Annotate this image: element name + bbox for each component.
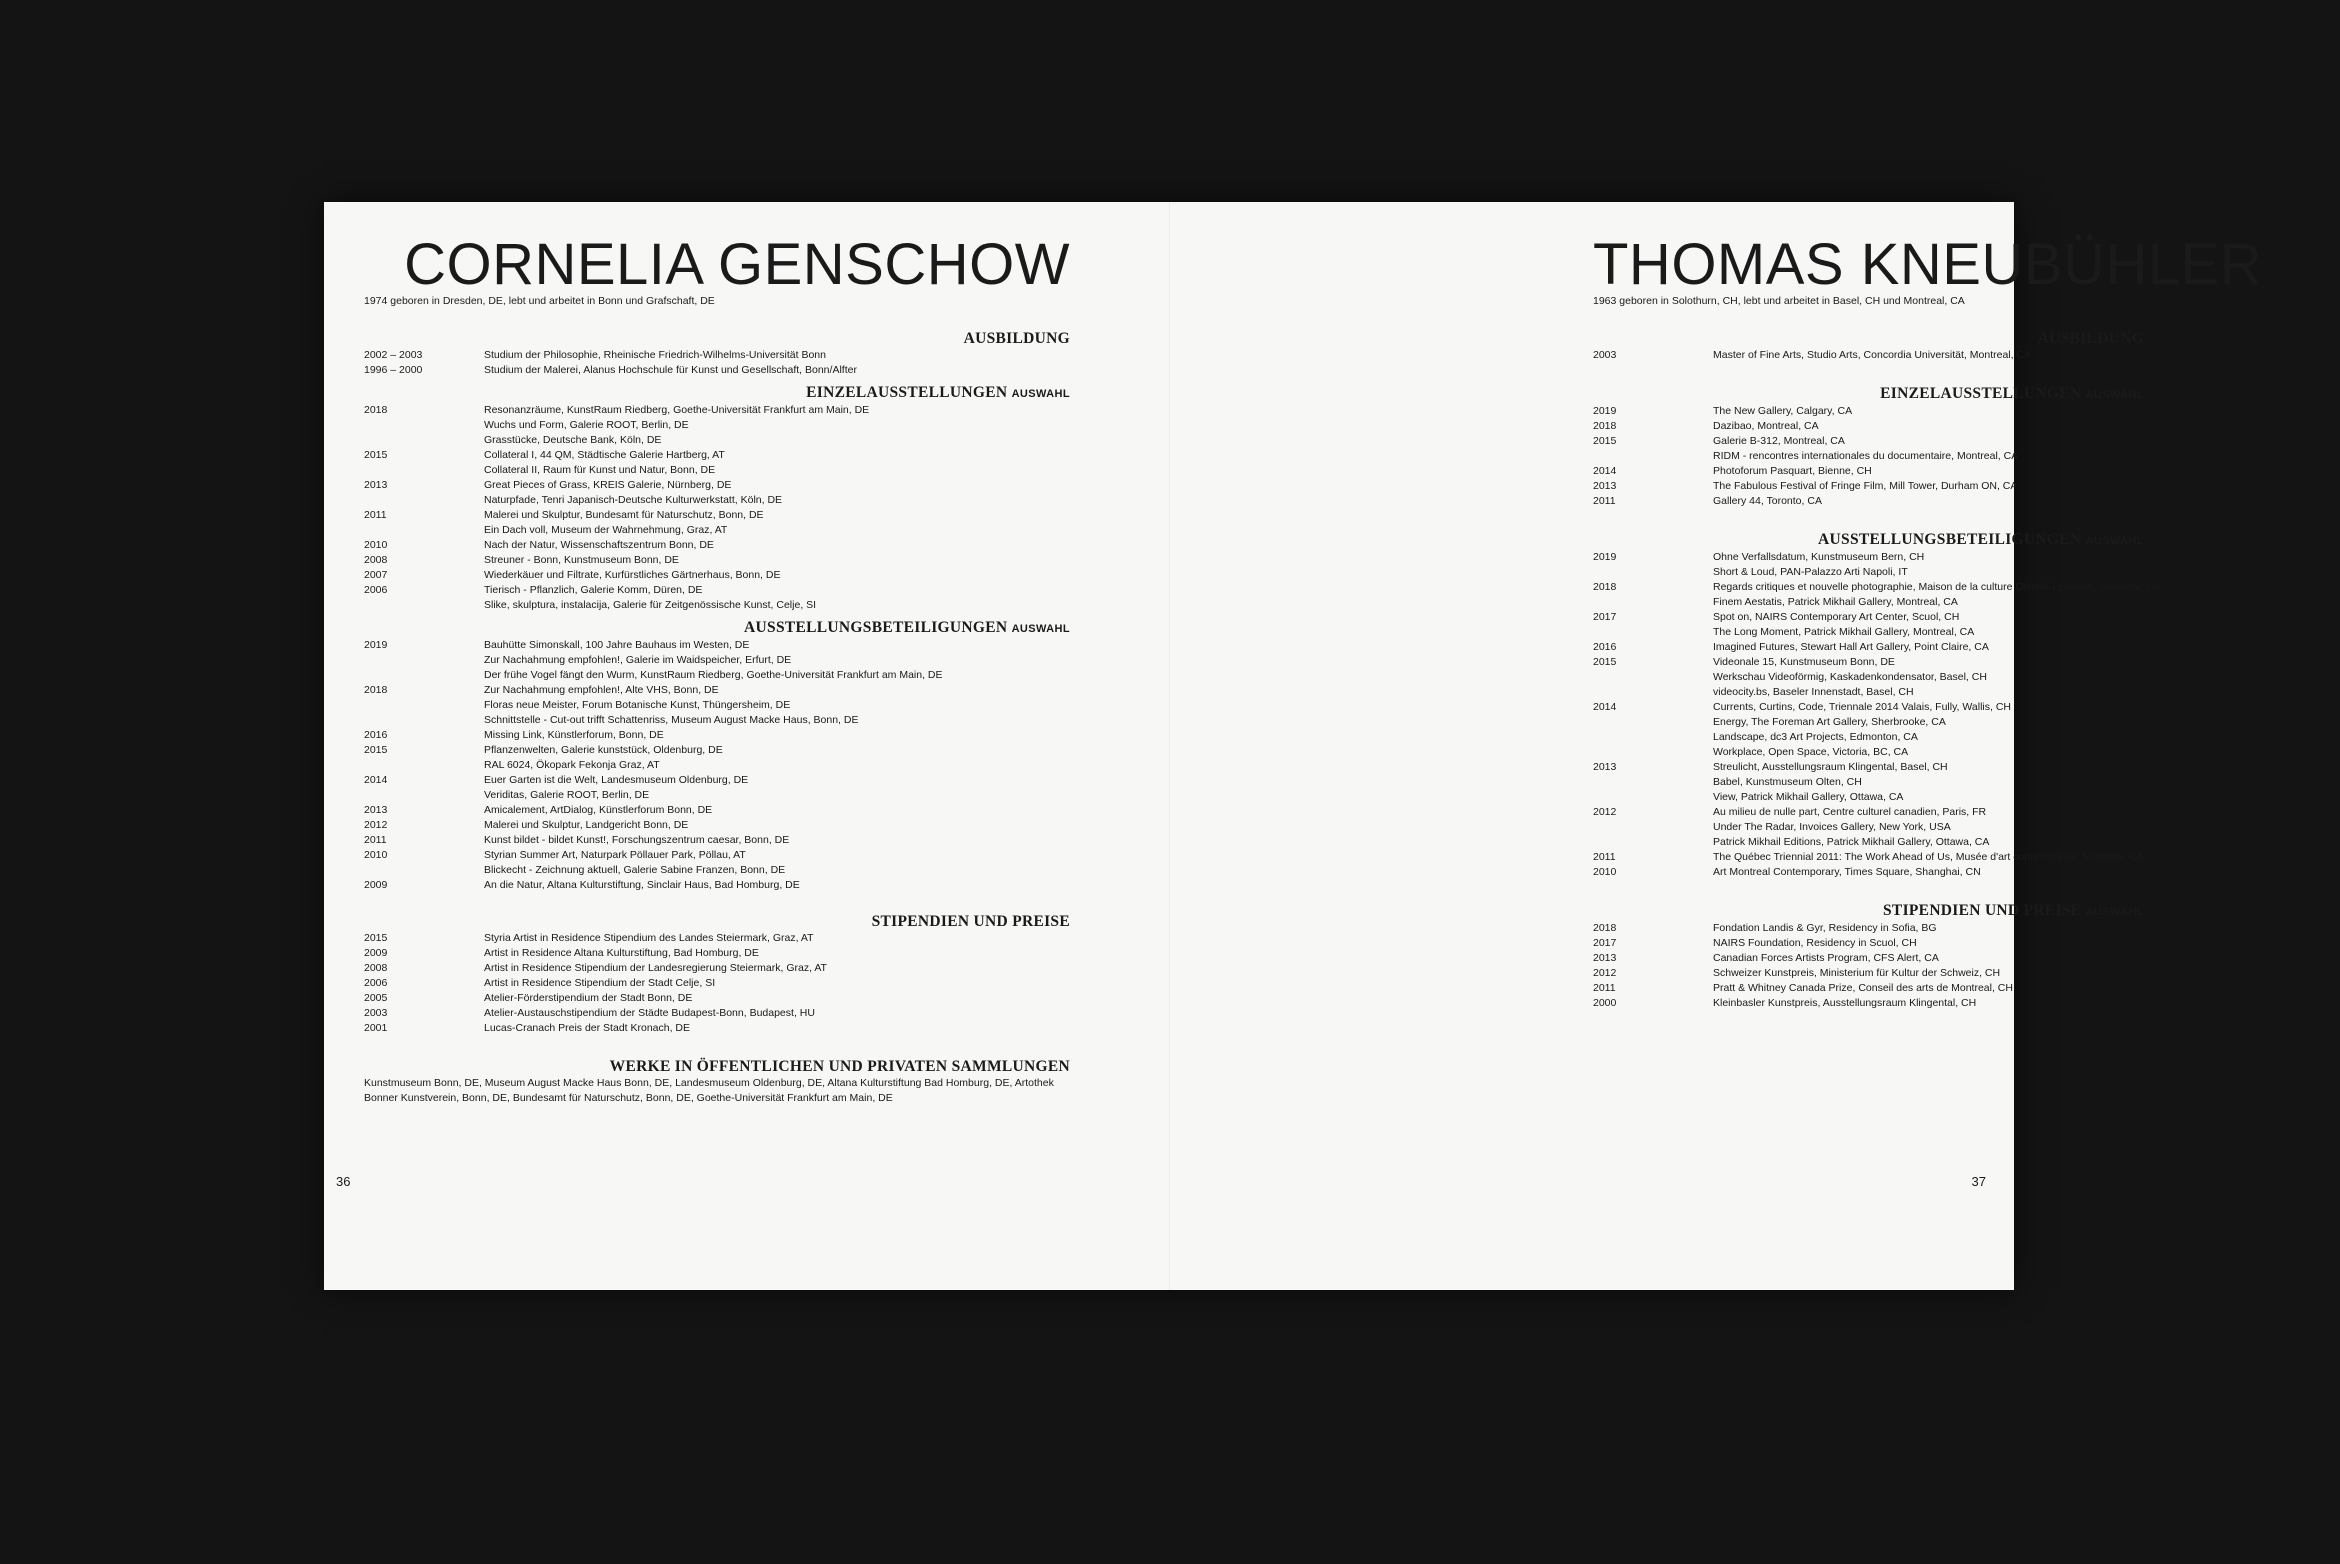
entry-text: Malerei und Skulptur, Bundesamt für Naturschutz, Bonn, DE [484,509,764,521]
cv-entry [1593,479,2144,494]
entry-year [364,758,484,773]
cv-entry [364,463,1070,478]
cv-entry [364,976,1070,991]
cv-entry [364,773,1070,788]
entry-list [1593,348,2144,363]
cv-entry [1593,730,2144,745]
entry-year: 2015 [364,932,388,944]
section-heading [364,913,1070,931]
entry-text: The Fabulous Festival of Fringe Film, Mill Tower, Durham ON, CA [1713,480,2018,492]
cv-entry [1593,494,2144,509]
entry-year [364,493,484,508]
cv-entry [1593,670,2144,685]
entry-year: 2012 [1593,967,1617,979]
cv-section [364,384,1070,613]
cv-entry [1593,715,2144,730]
cv-entry [1593,981,2144,996]
entry-year: 2013 [364,804,388,816]
entry-text: Styria Artist in Residence Stipendium des Landes Steiermark, Graz, AT [484,932,814,944]
entry-text: Tierisch - Pflanzlich, Galerie Komm, Düren, DE [484,584,703,596]
entry-year: 2003 [1593,349,1617,361]
cv-entry [1593,565,2144,580]
entry-text: Spot on, NAIRS Contemporary Art Center, Scuol, CH [1713,611,1960,623]
entry-year [364,418,484,433]
cv-entry [1593,595,2144,610]
cv-entry [364,653,1070,668]
entry-year: 2011 [1593,495,1616,507]
cv-entry [1593,850,2144,865]
entry-year: 2012 [364,819,388,831]
cv-entry [1593,434,2144,449]
entry-text: Styrian Summer Art, Naturpark Pöllauer Park, Pöllau, AT [484,849,746,861]
section-subtitle: AUSWAHL [2085,389,2144,401]
cv-entry [1593,805,2144,820]
entry-text: Galerie B-312, Montreal, CA [1713,435,1845,447]
cv-section [364,330,1070,378]
catalogue-spread [324,202,2263,1290]
entry-text: Fondation Landis & Gyr, Residency in Sofia, BG [1713,922,1937,934]
cv-section [1593,385,2144,509]
cv-sections [1593,330,2161,1011]
entry-year: 2014 [1593,465,1617,477]
right-page [1169,202,2263,1290]
entry-year: 2009 [364,879,388,891]
cv-entry [364,1006,1070,1021]
entry-year [364,523,484,538]
cv-entry [1593,449,2144,464]
entry-year: 2008 [364,554,388,566]
cv-entry [364,683,1070,698]
entry-year: 2011 [364,834,387,846]
entry-text: An die Natur, Altana Kulturstiftung, Sinclair Haus, Bad Homburg, DE [484,879,800,891]
entry-year: 2011 [1593,982,1616,994]
cv-entry [364,493,1070,508]
entry-year [1593,595,1713,610]
cv-entry [1593,760,2144,775]
entry-text: Collateral II, Raum für Kunst und Natur, Bonn, DE [484,464,716,476]
entry-text: Gallery 44, Toronto, CA [1713,495,1822,507]
entry-text: Lucas-Cranach Preis der Stadt Kronach, DE [484,1022,691,1034]
entry-year: 2006 [364,977,388,989]
entry-year: 2006 [364,584,388,596]
entry-year [364,433,484,448]
artist-intro: 1974 geboren in Dresden, DE, lebt und arbeitet in Bonn und Grafschaft, DE [364,295,715,307]
right-page-content [1593,232,2263,1011]
entry-year: 2013 [1593,761,1617,773]
entry-text: Photoforum Pasquart, Bienne, CH [1713,465,1872,477]
entry-year [1593,685,1713,700]
entry-year [1593,745,1713,760]
entry-text: Au milieu de nulle part, Centre culturel canadien, Paris, FR [1713,806,1987,818]
entry-year [364,713,484,728]
entry-year: 2013 [364,479,388,491]
section-title: WERKE IN ÖFFENTLICHEN UND PRIVATEN SAMMLUNGEN [609,1058,1070,1075]
entry-year: 2018 [364,684,388,696]
section-title: AUSSTELLUNGSBETEILIGUNGEN [1818,531,2082,548]
entry-text: Landscape, dc3 Art Projects, Edmonton, CA [1713,731,1918,743]
cv-entry [1593,835,2144,850]
entry-text: Der frühe Vogel fängt den Wurm, KunstRaum Riedberg, Goethe-Universität Frankfurt am Main, DE [484,669,943,681]
cv-entry [364,448,1070,463]
entry-text: Currents, Curtins, Code, Triennale 2014 Valais, Fully, Wallis, CH [1713,701,2011,713]
entry-year [1593,715,1713,730]
section-title: AUSBILDUNG [963,330,1070,347]
cv-entry [1593,580,2161,595]
entry-list [364,348,1070,378]
cv-entry [1593,966,2144,981]
left-page-content [364,232,1070,1106]
entry-text: Patrick Mikhail Editions, Patrick Mikhail Gallery, Ottawa, CA [1713,836,1990,848]
section-heading [364,330,1070,348]
entry-list [364,403,1070,613]
cv-entry [1593,419,2144,434]
cv-entry [364,863,1070,878]
entry-text: Amicalement, ArtDialog, Künstlerforum Bonn, DE [484,804,713,816]
section-heading [1593,902,2144,921]
entry-text: Ohne Verfallsdatum, Kunstmuseum Bern, CH [1713,551,1925,563]
entry-year: 2011 [364,509,387,521]
left-page [324,202,1169,1290]
cv-entry [1593,700,2144,715]
entry-text: Imagined Futures, Stewart Hall Art Gallery, Point Claire, CA [1713,641,1989,653]
entry-text: Streulicht, Ausstellungsraum Klingental, Basel, CH [1713,761,1948,773]
entry-year: 2003 [364,1007,388,1019]
entry-text: Schnittstelle - Cut-out trifft Schattenriss, Museum August Macke Haus, Bonn, DE [484,714,859,726]
entry-text: Studium der Philosophie, Rheinische Friedrich-Wilhelms-Universität Bonn [484,349,826,361]
cv-entry [364,848,1070,863]
entry-text: Short & Loud, PAN-Palazzo Arti Napoli, IT [1713,566,1908,578]
section-heading [364,1058,1070,1076]
entry-year [364,653,484,668]
cv-entry [1593,625,2144,640]
cv-entry [364,698,1070,713]
cv-entry [1593,996,2144,1011]
entry-year: 2016 [1593,641,1617,653]
entry-year [364,463,484,478]
entry-year: 2018 [1593,581,1617,593]
entry-list [364,931,1070,1036]
cv-entry [364,833,1070,848]
cv-section [1593,330,2144,363]
entry-text: The Long Moment, Patrick Mikhail Gallery, Montreal, CA [1713,626,1975,638]
entry-year: 2019 [1593,405,1617,417]
entry-year [1593,790,1713,805]
cv-entry [364,418,1070,433]
entry-year: 2018 [1593,922,1617,934]
entry-year: 2018 [364,404,388,416]
section-title: STIPENDIEN UND PREISE [1883,902,2082,919]
collections-text: Kunstmuseum Bonn, DE, Museum August Macke Haus Bonn, DE, Landesmuseum Oldenburg, DE, Altana Kulturstiftung Bad Homburg, DE, Artothek Bonner Kunstverein, Bonn, DE, Bundesamt für Naturschutz, Bonn, DE, Goethe-Universität Frankfurt am Main, DE [364,1077,1054,1104]
entry-year: 2016 [364,729,388,741]
cv-entry [364,568,1070,583]
cv-entry [364,523,1070,538]
entry-text: Wiederkäuer und Filtrate, Kurfürstliches Gärtnerhaus, Bonn, DE [484,569,781,581]
entry-text: Artist in Residence Stipendium der Stadt Celje, SI [484,977,716,989]
entry-text: Veriditas, Galerie ROOT, Berlin, DE [484,789,650,801]
page-number: 37 [1971,1174,1986,1189]
entry-year [1593,565,1713,580]
entry-text: Artist in Residence Stipendium der Landesregierung Steiermark, Graz, AT [484,962,827,974]
entry-text: Kunst bildet - bildet Kunst!, Forschungszentrum caesar, Bonn, DE [484,834,790,846]
entry-text: Streuner - Bonn, Kunstmuseum Bonn, DE [484,554,679,566]
entry-text: Studium der Malerei, Alanus Hochschule für Kunst und Gesellschaft, Bonn/Alfter [484,364,857,376]
cv-entry [364,403,1070,418]
cv-entry [364,743,1070,758]
cv-entry [1593,655,2144,670]
entry-year: 2002 – 2003 [364,349,423,361]
entry-year: 2017 [1593,611,1617,623]
artist-intro: 1963 geboren in Solothurn, CH, lebt und arbeitet in Basel, CH und Montreal, CA [1593,295,1965,307]
entry-text: Wuchs und Form, Galerie ROOT, Berlin, DE [484,419,689,431]
cv-entry [364,788,1070,803]
entry-year: 2014 [1593,701,1617,713]
entry-text: Collateral I, 44 QM, Städtische Galerie Hartberg, AT [484,449,725,461]
entry-year: 2015 [364,744,388,756]
cv-entry [364,553,1070,568]
cv-entry [1593,921,2144,936]
entry-text: Euer Garten ist die Welt, Landesmuseum Oldenburg, DE [484,774,749,786]
page-number: 36 [336,1174,351,1189]
cv-entry [1593,745,2144,760]
entry-year: 2010 [364,849,388,861]
entry-text: Videonale 15, Kunstmuseum Bonn, DE [1713,656,1895,668]
entry-year [1593,775,1713,790]
entry-text: Finem Aestatis, Patrick Mikhail Gallery, Montreal, CA [1713,596,1958,608]
cv-entry [364,946,1070,961]
cv-entry [1593,685,2144,700]
entry-text: Under The Radar, Invoices Gallery, New York, USA [1713,821,1951,833]
cv-section [364,1058,1070,1106]
section-subtitle: AUSWAHL [1011,623,1070,635]
cv-section [364,619,1070,893]
entry-year: 2005 [364,992,388,1004]
cv-entry [1593,820,2144,835]
entry-text: Bauhütte Simonskall, 100 Jahre Bauhaus im Westen, DE [484,639,750,651]
entry-year: 2013 [1593,480,1617,492]
section-subtitle: AUSWAHL [1011,388,1070,400]
entry-year: 2019 [1593,551,1617,563]
cv-entry [364,931,1070,946]
entry-text: Ein Dach voll, Museum der Wahrnehmung, Graz, AT [484,524,728,536]
entry-text: Pratt & Whitney Canada Prize, Conseil des arts de Montreal, CH [1713,982,2013,994]
cv-entry [364,961,1070,976]
cv-entry [1593,640,2144,655]
entry-text: RAL 6024, Ökopark Fekonja Graz, AT [484,759,660,771]
cv-entry [364,433,1070,448]
entry-year [1593,625,1713,640]
entry-year [1593,820,1713,835]
cv-entry [364,818,1070,833]
entry-year: 2018 [1593,420,1617,432]
entry-year: 2017 [1593,937,1617,949]
entry-year: 2015 [1593,656,1617,668]
cv-entry [1593,404,2144,419]
cv-entry [364,878,1070,893]
entry-year: 2012 [1593,806,1617,818]
entry-text: videocity.bs, Baseler Innenstadt, Basel, CH [1713,686,1914,698]
entry-year: 2013 [1593,952,1617,964]
entry-text: Grasstücke, Deutsche Bank, Köln, DE [484,434,662,446]
entry-year [1593,835,1713,850]
entry-year: 2009 [364,947,388,959]
entry-text: Naturpfade, Tenri Japanisch-Deutsche Kulturwerkstatt, Köln, DE [484,494,783,506]
cv-entry [1593,865,2144,880]
section-title: AUSBILDUNG [2037,330,2144,347]
cv-entry [364,758,1070,773]
cv-entry [364,583,1070,598]
cv-entry [364,508,1070,523]
cv-entry [1593,936,2144,951]
entry-year [364,598,484,613]
section-subtitle: AUSWAHL [2085,535,2144,547]
section-heading [364,619,1070,638]
cv-entry [364,538,1070,553]
entry-year [364,863,484,878]
cv-entry [364,478,1070,493]
section-heading [1593,531,2144,550]
entry-year [364,788,484,803]
entry-text: RIDM - rencontres internationales du documentaire, Montreal, CA [1713,450,2019,462]
entry-text: Energy, The Foreman Art Gallery, Sherbrooke, CA [1713,716,1946,728]
cv-entry [364,713,1070,728]
entry-list [364,638,1070,893]
artist-name: CORNELIA GENSCHOW [404,232,1070,297]
cv-entry [364,1021,1070,1036]
entry-year [1593,730,1713,745]
cv-entry [1593,951,2144,966]
artist-name: THOMAS KNEUBÜHLER [1593,232,2263,297]
entry-text: Pflanzenwelten, Galerie kunststück, Oldenburg, DE [484,744,723,756]
entry-year [1593,670,1713,685]
section-title: STIPENDIEN UND PREISE [871,913,1070,930]
cv-entry [1593,775,2144,790]
entry-year [364,668,484,683]
cv-entry [1593,610,2144,625]
cv-entry [364,728,1070,743]
cv-entry [1593,348,2144,363]
entry-text: Blickecht - Zeichnung aktuell, Galerie Sabine Franzen, Bonn, DE [484,864,786,876]
entry-year: 2000 [1593,997,1617,1009]
entry-year: 2014 [364,774,388,786]
entry-text: Schweizer Kunstpreis, Ministerium für Kultur der Schweiz, CH [1713,967,2001,979]
entry-year: 2010 [1593,866,1617,878]
entry-year [1593,449,1713,464]
entry-text: Malerei und Skulptur, Landgericht Bonn, DE [484,819,689,831]
entry-text: Floras neue Meister, Forum Botanische Kunst, Thüngersheim, DE [484,699,791,711]
cv-entry [364,668,1070,683]
entry-text: Dazibao, Montreal, CA [1713,420,1819,432]
entry-text: The New Gallery, Calgary, CA [1713,405,1853,417]
entry-year: 1996 – 2000 [364,364,423,376]
section-subtitle: AUSWAHL [2085,906,2144,918]
entry-year: 2010 [364,539,388,551]
entry-list [1593,921,2144,1011]
entry-text: Resonanzräume, KunstRaum Riedberg, Goethe-Universität Frankfurt am Main, DE [484,404,870,416]
entry-year: 2008 [364,962,388,974]
cv-entry [364,991,1070,1006]
section-heading [1593,385,2144,404]
entry-text: Great Pieces of Grass, KREIS Galerie, Nürnberg, DE [484,479,732,491]
cv-entry [364,803,1070,818]
entry-text: Art Montreal Contemporary, Times Square, Shanghai, CN [1713,866,1981,878]
entry-text: Regards critiques et nouvelle photographie, Maison de la culture Claude-Léveillée, Montreal, CA [1713,581,2161,593]
cv-section [364,913,1070,1036]
cv-entry [364,348,1070,363]
entry-year: 2007 [364,569,388,581]
section-heading [1593,330,2144,348]
entry-text: Workplace, Open Space, Victoria, BC, CA [1713,746,1909,758]
section-heading [364,384,1070,403]
entry-text: Zur Nachahmung empfohlen!, Alte VHS, Bonn, DE [484,684,719,696]
cv-section [1593,902,2144,1011]
cv-entry [1593,464,2144,479]
entry-text: NAIRS Foundation, Residency in Scuol, CH [1713,937,1917,949]
entry-year: 2011 [1593,851,1616,863]
entry-list [1593,404,2144,509]
entry-text: Master of Fine Arts, Studio Arts, Concordia Universität, Montreal, CA [1713,349,2032,361]
entry-year: 2001 [364,1022,388,1034]
cv-entry [1593,790,2144,805]
entry-list [1593,550,2161,880]
entry-text: View, Patrick Mikhail Gallery, Ottawa, CA [1713,791,1904,803]
entry-year [364,698,484,713]
section-title: EINZELAUSSTELLUNGEN [806,384,1008,401]
section-title: EINZELAUSSTELLUNGEN [1880,385,2082,402]
entry-year: 2019 [364,639,388,651]
cv-section [1593,531,2161,880]
entry-text: Artist in Residence Altana Kulturstiftung, Bad Homburg, DE [484,947,759,959]
cv-entry [364,638,1070,653]
entry-text: Nach der Natur, Wissenschaftszentrum Bonn, DE [484,539,714,551]
entry-text: Slike, skulptura, instalacija, Galerie für Zeitgenössische Kunst, Celje, SI [484,599,817,611]
entry-text: Babel, Kunstmuseum Olten, CH [1713,776,1862,788]
entry-text: Kleinbasler Kunstpreis, Ausstellungsraum Klingental, CH [1713,997,1977,1009]
cv-entry [364,598,1070,613]
entry-year: 2015 [1593,435,1617,447]
entry-text: Canadian Forces Artists Program, CFS Alert, CA [1713,952,1939,964]
entry-text: Atelier-Austauschstipendium der Städte Budapest-Bonn, Budapest, HU [484,1007,815,1019]
entry-text: The Québec Triennial 2011: The Work Ahead of Us, Musée d'art contemporain, Montreal, CA [1713,851,2144,863]
entry-text: Zur Nachahmung empfohlen!, Galerie im Waidspeicher, Erfurt, DE [484,654,792,666]
entry-text: Atelier-Förderstipendium der Stadt Bonn, DE [484,992,693,1004]
cv-entry [364,363,1070,378]
cv-entry [1593,550,2144,565]
entry-year: 2015 [364,449,388,461]
entry-text: Werkschau Videoförmig, Kaskadenkondensator, Basel, CH [1713,671,1987,683]
entry-text: Missing Link, Künstlerforum, Bonn, DE [484,729,664,741]
section-title: AUSSTELLUNGSBETEILIGUNGEN [744,619,1008,636]
cv-sections [364,330,1070,1106]
